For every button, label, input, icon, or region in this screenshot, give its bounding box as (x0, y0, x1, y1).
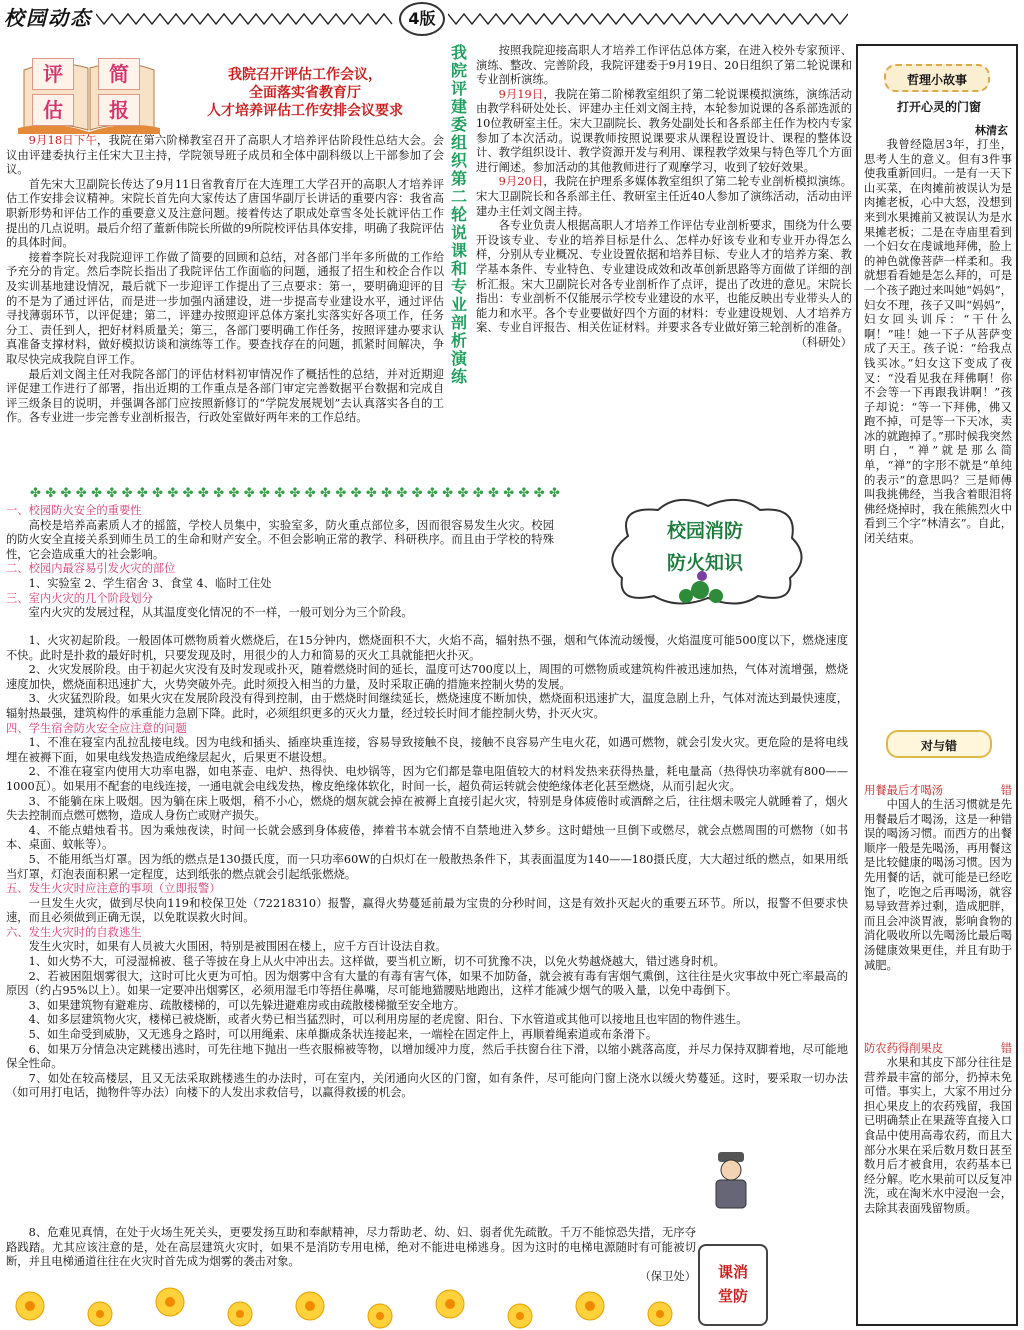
paragraph: 2、若被困阻烟雾很大，这时可比火更为可怕。因为烟雾中含有大量的有毒有害气体，如果不加防备，就会被有毒有害烟气熏倒，这往往是火灾事故中死亡率最高的原因（约占95%以上）。如果一定要冲出烟雾区，必须用湿毛巾等捂住鼻嘴，尽可能地猫腰贴地跑出，这样才能减少烟气的吸入量，以免中毒倒下。 (6, 969, 848, 998)
paragraph: 2、不准在寝室内使用大功率电器，如电茶壶、电炉、热得快、电炒锅等，因为它们都是靠电阻值较大的材料发热来获得热量，耗电量高（热得快功率就有800——1000瓦）。如果用不配套的电线连接，一通电就会电线发热，橡皮绝缘体软化，时间一长，超负荷运转就会使绝缘体老化甚至燃烧，从而引起火灾。 (6, 765, 848, 793)
clover-icon: ✤ (60, 486, 72, 501)
clover-icon: ✤ (75, 486, 87, 501)
zigzag-divider-left (96, 12, 396, 26)
item2-heading (864, 1040, 1012, 1056)
guard-cartoon-icon (706, 1150, 756, 1210)
section-heading: 三、室内火灾的几个阶段划分 (6, 591, 153, 605)
title-line: 全面落实省教育厅 (249, 85, 361, 101)
clover-icon: ✤ (381, 486, 393, 501)
clover-icon: ✤ (396, 486, 408, 501)
paragraph: 各专业负责人根据高职人才培养工作评估专业剖析要求，围绕为什么要开设该专业、专业的培养目标是什么、怎样办好该专业和专业开办得怎么样，分别从专业概况、专业设置依据和培养目标、专业人才的培养方案、教学基本条件、专业特色、专业建设成效和改革创新思路等方面做了详细的剖析汇报。宋大卫副院长对各专业剖析作了点评，提出了改进的意见。宋院长指出：专业剖析不仅能展示学校专业建设的水平，也能反映出专业带头人的能力和水平。各个专业要做好四个方面的材料：专业建设规划、人才培养方案、专业自评报告、相关佐证材料。并要求各专业做好第三轮剖析的准备。 (476, 219, 852, 335)
paragraph: 水果和其皮下部分往往是营养最丰富的部分，扔掉未免可惜。事实上，大家不用过分担心果皮上的农药残留，我国已明确禁止在果蔬等直接入口食品中使用高毒农药，而且大部分水果在采后数月数日甚至数月后才被食用，农药基本已经分解。吃水果前可以反复冲洗，或在淘米水中浸泡一会，去除其表面残留物质。 (864, 1056, 1012, 1215)
item1-heading (864, 782, 1012, 798)
section-heading: 五、发生火灾时应注意的事项（立即报警） (6, 882, 221, 896)
story-author: 林清玄 (975, 124, 1008, 137)
clover-icon: ✤ (45, 486, 57, 501)
date-highlight: 9月19日 (498, 87, 544, 101)
paragraph: ，我院在第二阶梯教室组织了第二轮说课模拟演练，演练活动由教学科研处处长、评建办主任刘文阁主持，本轮参加说课的各系部选派的10位教研室主任。宋大卫副院长、教务处副处长和各系部主任作为校内专家参加了本次活动。说课教师按照说课要求从课程设置设计、课程的整体设计、教学组织设计、教学资源开发与利用、课程教学效果与特色等几个方面进行阐述。参加活动的其他教师进行了观摩学习，收到了较好效果。 (476, 87, 852, 174)
paragraph: 1、实验室 2、学生宿舍 3、食堂 4、临时工住处 (28, 576, 272, 590)
scroll-line: 课消 (717, 1263, 748, 1281)
paragraph: 5、如生命受到威胁，又无逃身之路时，可以用绳索、床单撕成条状连接起来，一端栓在固定件上，再顺着绳索道或布条滑下。 (28, 1028, 658, 1042)
paragraph: 1、不准在寝室内乱拉乱接电线。因为电线和插头、插座块重连接，容易导致接触不良，接触不良容易产生电火花，如遇可燃物，就会引发火灾。更危险的是将电线埋在被褥下面，如果电线发热造成绝缘层起火，后果更不堪设想。 (6, 736, 848, 764)
masthead (0, 0, 1024, 40)
zigzag-divider-right (448, 12, 848, 26)
paragraph: ，我院在护理系多媒体教室组织了第二轮专业剖析模拟演练。宋大卫副院长和各系部主任、教研室主任近40人参加了演练活动，活动由评建办主任刘文阁主持。 (476, 175, 852, 218)
clover-icon: ✤ (106, 486, 118, 501)
clover-icon: ✤ (136, 486, 148, 501)
clover-icon: ✤ (472, 486, 484, 501)
clover-icon: ✤ (197, 486, 209, 501)
section-title: 校园动态 (4, 6, 92, 30)
clover-icon: ✤ (304, 486, 316, 501)
item2-body (864, 1056, 1012, 1306)
sidebar (856, 44, 1018, 1326)
scroll-line: 堂防 (717, 1287, 748, 1305)
clover-icon: ✤ (182, 486, 194, 501)
paragraph: 室内火灾的发展过程，从其温度变化情况的不一样，一般可划分为三个阶段。 (28, 606, 413, 620)
paragraph: 6、如果万分情急决定跳楼出逃时，可先往地下抛出一些衣服棉被等物，以增加缓冲力度，然后手扶窗台往下滑，以缩小跳落高度，并尽力保持双脚着地，尽可能地保全性命。 (6, 1042, 848, 1071)
clover-icon: ✤ (365, 486, 377, 501)
paragraph: 2、火灾发展阶段。由于初起火灾没有及时发现或扑灭，随着燃烧时间的延长，温度可达700度以上，周围的可燃物质或建筑构件被迅速加热，气体对流增强，燃烧速度加快，燃烧面积迅速扩大，火势突破外壳。此时须投入相当的力量，及时采取正确的措施来控制火势的发展。 (6, 663, 848, 691)
badge-line: 防火知识 (666, 552, 743, 574)
clover-icon: ✤ (289, 486, 301, 501)
article2-body (476, 44, 852, 454)
clover-icon: ✤ (503, 486, 515, 501)
fire-article-main (6, 634, 848, 1226)
article2-vertical-title: 我院评建委组织第二轮说课和专业剖析演练 (450, 43, 467, 386)
clover-icon: ✤ (411, 486, 423, 501)
paragraph: 发生火灾时，如果有人员被大火围困，特别是被围困在楼上，应千方百计设法自救。 (28, 940, 447, 954)
clover-icon: ✤ (320, 486, 331, 501)
clover-icon: ✤ (426, 486, 438, 501)
article1-title (166, 66, 444, 120)
clover-icon: ✤ (274, 486, 286, 501)
clover-icon: ✤ (152, 486, 164, 501)
clover-icon: ✤ (167, 486, 179, 501)
item-title: 用餐最后才喝汤 (864, 784, 944, 797)
clover-icon: ✤ (258, 486, 270, 501)
story-header: 哲理小故事 (884, 64, 990, 92)
clover-icon: ✤ (457, 486, 469, 501)
paragraph: 5、不能用纸当灯罩。因为纸的燃点是130摄氏度，而一只功率60W的白炽灯在一般散热条件下，其表面温度为140——180摄氏度，大大超过纸的燃点，如果用纸当灯罩，灯泡表面积累一定程度，达到纸张的燃点就会引起纸张燃烧。 (6, 852, 848, 881)
clover-icon: ✤ (518, 486, 530, 501)
paragraph: 中国人的生活习惯就是先用餐最后才喝汤，这是一种错误的喝汤习惯。而西方的出餐顺序一般是先喝汤，再用餐这是比较健康的喝汤习惯。因为先用餐的话，就可能是已经吃饱了，吃饱之后再喝汤，就容易导致营养过剩，造成肥胖，而且会冲淡胃液，影响食物的消化吸收所以先喝汤比最后喝汤健康效果更佳，并且有助于减肥。 (864, 798, 1012, 972)
item1-body (864, 798, 1012, 1034)
clover-icon: ✤ (442, 486, 454, 501)
badge-char: 简 (98, 58, 140, 90)
clover-icon: ✤ (335, 486, 347, 501)
paragraph: 最后刘文阁主任对我院各部门的评估材料初审情况作了概括性的总结，并对近期迎评促建工作进行了部署，指出近期的工作重点是各部门审定完善数据平台数据和完成自评三级条目的说明，并强调各部门应按照新修订的“学院发展规划”去认真落实各自的工作。各专业进一步完善专业剖析报告，行政处室做好两年来的工作总结。 (6, 367, 444, 425)
badge-char: 估 (32, 94, 74, 126)
clover-icon: ✤ (121, 486, 133, 501)
badge-char: 评 (32, 58, 74, 90)
clover-icon: ✤ (549, 486, 560, 501)
signature: （科研处） (795, 335, 852, 349)
clover-icon: ✤ (91, 486, 102, 501)
paragraph: 4、不能点蜡烛看书。因为乘烛夜读，时间一长就会感到身体疲倦，捧着书本就会情不自禁地进入梦乡。这时蜡烛一旦倒下或燃尽，就会点燃周围的可燃物（如书本、桌面、蚊帐等）。 (6, 823, 848, 852)
clover-icon: ✤ (213, 486, 225, 501)
clover-icon: ✤ (30, 486, 41, 501)
story-title: 打开心灵的门窗 (896, 100, 981, 114)
clover-icon: ✤ (533, 486, 545, 501)
paragraph: 3、如果建筑物有避难房、疏散楼梯的，可以先躲进避难房或由疏散楼梯撤至安全地方。 (28, 998, 466, 1012)
paragraph: 接着李院长对我院迎评工作做了简要的回顾和总结，对各部门半年多所做的工作给予充分的肯定。然后李院长指出了我院评估工作面临的问题，通报了招生和校企合作以及实训基地建设情况，最后就下一步迎评工作提出了三点要求：第一，要明确迎评的目的不是为了通过评估，而是进一步加强内涵建设，进一步提高专业建设水平，通过评估寻找薄弱环节，以评促建；第二，评建办按照迎评总体方案扎实落实好各项工作，任务分工、责任到人，把好材料质量关；第三，各部门要明确工作任务，按照评建办要求认真准备支撑材料，做好模拟访谈和演练等工作。要查找存在的问题，抓紧时间解决，争取尽快完成我院自评工作。 (6, 250, 444, 366)
paragraph: ，我院在第六阶梯教室召开了高职人才培养评估阶段性总结大会。会议由评建委执行主任宋大卫主持，学院领导班子成员和全体中副科级以上干部参加了会议。 (6, 134, 444, 177)
clover-divider (30, 486, 560, 502)
paragraph: 我曾经隐居3年，打坐，思考人生的意义。但有3件事使我重新回归。一是有一天下山买菜，在肉摊前被误认为是肉摊老板，心中大怒，没想到来到水果摊前又被误认为是水果摊老板；二是在寺庙里看到一个妇女在虔诚地拜佛，脸上的神色就像菩萨一样柔和。我就想看看她是怎么拜的，可是一个孩子跑过来叫她“妈妈”，妇女不理，孩子又叫“妈妈”，妇女回头训斥：“干什么啊！”哇！她一下子从菩萨变成了天王。孩子说：“给我点钱买冰。”妇女这下变成了夜叉：“没看见我在拜佛啊！你不会等一下再跟我讲啊！”孩子却说：“等一下拜佛，佛又跑不掉，可是等一下天冰，卖冰的就跑掉了。”那时候我突然明白，“禅”就是那么简单，“禅”的字形不就是“单纯的表示”的意思吗？三是师傅叫我挑佛经，当我含着眼泪将佛经烧掉时，我在熊熊烈火中看到三个字“林清玄”。自此，闭关结束。 (864, 138, 1012, 546)
badge-char: 报 (98, 94, 140, 126)
flower-border-decoration (0, 1222, 700, 1330)
paragraph: 1、火灾初起阶段。一般固体可燃物质着火燃烧后，在15分钟内，燃烧面积不大，火焰不高，辐射热不强，烟和气体流动缓慢，火焰温度可能500度以下，燃烧速度不快。此时是扑救的最好时机，只要发现及时，用很少的人力和简易的灭火工具就能把火扑灭。 (6, 634, 848, 662)
paragraph: 首先宋大卫副院长传达了9月11日省教育厅在大连理工大学召开的高职人才培养评估工作安排会议精神。宋院长首先向大家传达了唐国华副厅长讲话的重要内容：我省高职新形势和评估工作的重要意义及注意问题。接着传达了职成处章雪冬处长就评估工作提出的几点说明。最后介绍了董新伟院长所做的9所院校评估具体安排，明确了我院评估的具体时间。 (6, 177, 444, 250)
item-tag: 错 (1000, 1042, 1012, 1055)
badge-line: 校园消防 (666, 520, 743, 542)
fire-safety-badge (598, 496, 812, 608)
right-wrong-header: 对与错 (886, 730, 992, 758)
fire-article-top (6, 504, 554, 632)
paragraph: 7、如处在较高楼层，且又无法采取跳楼逃生的办法时，可在室内，关闭通向火区的门窗，如有条件，尽可能向门窗上浇水以缓火势蔓延。这时，要采取一切办法（如可用打电话，抛物件等办法）向楼下的人发出求救信号，以赢得救援的机会。 (6, 1071, 848, 1100)
paragraph: 1、如火势不大，可浸湿棉被、毯子等披在身上从火中冲出去。这样做，要当机立断，切不可犹豫不决，以免火势越烧越大，错过逃身时机。 (28, 955, 725, 969)
clover-icon: ✤ (228, 486, 240, 501)
section-heading: 四、学生宿舍防火安全应注意的问题 (6, 721, 187, 735)
section-heading: 六、发生火灾时的自救逃生 (6, 925, 142, 939)
section-heading: 一、校园防火安全的重要性 (6, 504, 142, 517)
title-line: 我院召开评估工作会议， (228, 67, 382, 83)
paragraph: 4、如多层建筑物火灾，楼梯已被烧断，或者火势已相当猛烈时，可以利用房屋的老虎窗、阳台、下水管道或其他可以接地且也牢固的物件逃生。 (28, 1013, 748, 1027)
story-body (864, 138, 1012, 774)
paragraph: 按照我院迎接高职人才培养工作评估总体方案，在进入校外专家预评、演练、整改、完善阶段，我院评建委于9月19日、20日组织了第二轮说课和专业剖析演练。 (476, 44, 852, 87)
paragraph: 8、危难见真情，在处于火场生死关头，更要发扬互助和奉献精神，尽力帮助老、幼、妇、弱者优先疏散。千万不能惊恐失措，无序夺路践踏。尤其应该注意的是，处在高层建筑火灾时，如果不是消防专用电梯，绝对不能进电梯逃身。因为这时的电梯电源随时有可能被切断，并且电梯通道往往在火灾时首先成为烟雾的袭击对象。 (6, 1226, 696, 1269)
signature: （保卫处） (639, 1269, 696, 1283)
paragraph: 一旦发生火灾，做到尽快向119和校保卫处（72218310）报警，赢得火势蔓延前最为宝贵的分秒时间，这是有效扑灭起火的重要五环节。所以，报警不但要求快速，而且必须做到正确无误，以免耽误救火时间。 (6, 896, 848, 925)
date-highlight: 9月20日 (498, 175, 544, 189)
title-line: 人才培养评估工作安排会议要求 (207, 103, 403, 119)
clover-icon: ✤ (350, 486, 362, 501)
article1-body (6, 134, 444, 480)
fire-class-scroll (698, 1244, 768, 1326)
clover-icon: ✤ (487, 486, 499, 501)
paragraph: 高校是培养高素质人才的摇篮，学校人员集中，实验室多，防火重点部位多，因而很容易发生火灾。校园的防火安全直接关系到师生员工的生命和财产安全。不但会影响正常的教学、科研秩序。而且由于学校的特殊性，它会造成重大的社会影响。 (6, 518, 554, 561)
paragraph: 3、火灾猛烈阶段。如果火灾在发展阶段没有得到控制，由于燃烧时间继续延长，燃烧速度不断加快，燃烧面积迅速扩大，温度急剧上升，气体对流达到最快速度，辐射热最强，建筑构件的承重能力急剧下降。此时，必须组织更多的灭火力量，经过较长时间才能控制火势，扑灭火灾。 (6, 692, 848, 720)
clover-icon: ✤ (243, 486, 255, 501)
article1-date: 9月18日下午 (28, 134, 98, 147)
report-badge-book (14, 50, 164, 134)
paragraph: 3、不能躺在床上吸烟。因为躺在床上吸烟，稍不小心，燃烧的烟灰就会掉在被褥上直接引起火灾，特别是身体疲倦时或酒醉之后，往往烟未吸完人就睡着了，烟火失去控制而点燃可燃物，造成人身伤亡或财产损失。 (6, 794, 848, 823)
item-title: 防农药得削果皮 (864, 1042, 944, 1055)
page-number-badge: 4版 (399, 2, 445, 36)
section-heading: 二、校园内最容易引发火灾的部位 (6, 562, 176, 576)
item-tag: 错 (1000, 784, 1012, 797)
